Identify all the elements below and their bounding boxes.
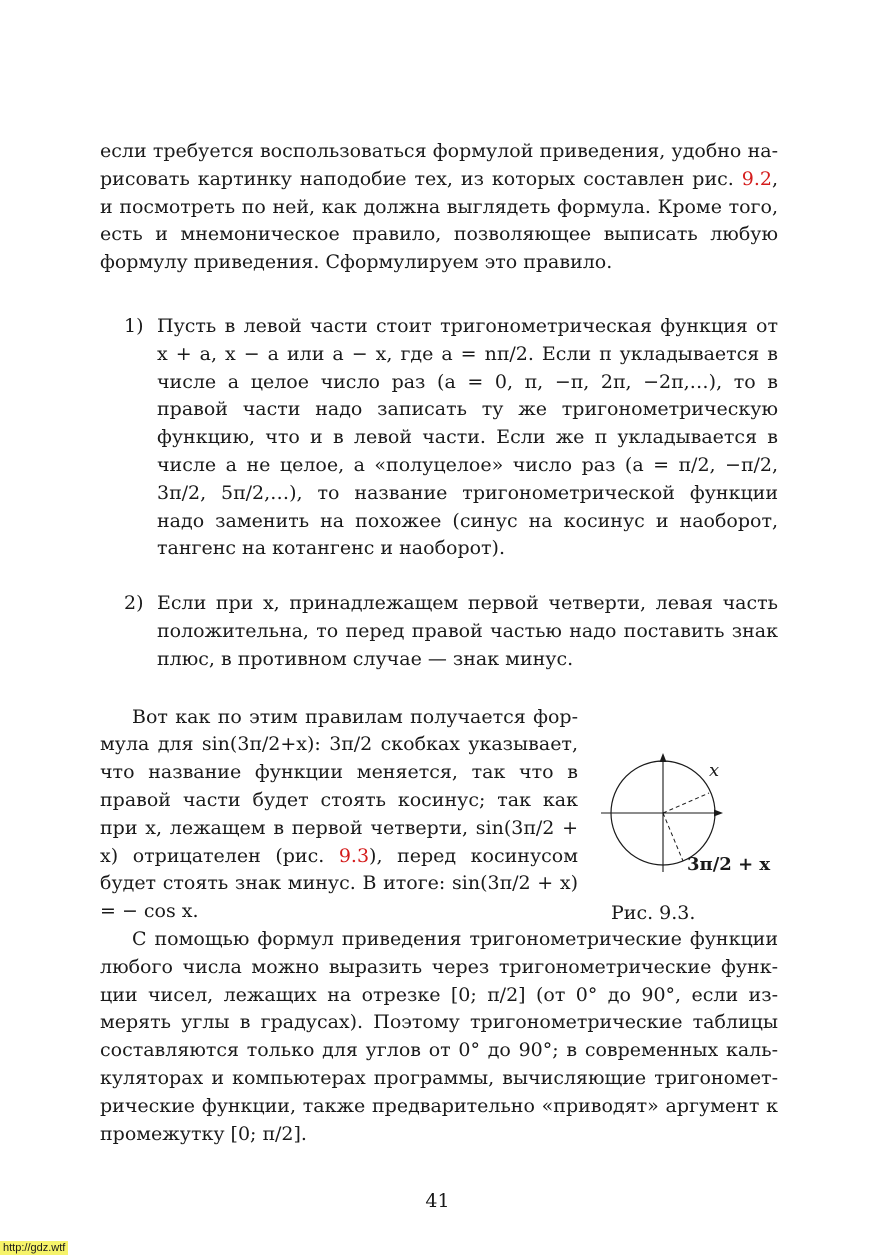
rule-text: Пусть в левой части стоит тригонометрическая функция от x + a, x − a или a − x, где a = nπ/2. Если π укладывается в числе a целое число раз (a = 0, π, −π, 2π, −2π,…), то в правой части надо записать ту же тригонометрическую функцию, что и в левой части. Если же π укладывается в числе a не целое, а «полуцелое» число раз (a = π/2, −π/2, 3π/2, 5π/2,…), то название тригонометрической функции надо заменить на похожее (синус на косинус и наоборот, тангенс на котангенс и наоборот). <box>157 314 778 560</box>
figure-caption: Рис. 9.3. <box>611 901 696 924</box>
intro-paragraph <box>100 138 778 277</box>
figure-ref-9-3[interactable]: 9.3 <box>338 844 370 867</box>
example-block <box>100 704 778 926</box>
page-number: 41 <box>425 1190 450 1212</box>
label-3pi2-plus-x: 3π/2 + x <box>687 853 771 875</box>
label-x: x <box>709 759 720 781</box>
example-paragraph <box>100 704 578 926</box>
radius-angle-3pi2-x <box>663 813 683 861</box>
watermark-link[interactable]: http://gdz.wtf <box>0 1241 68 1255</box>
page-body <box>100 138 778 1148</box>
radius-angle-x <box>663 793 709 813</box>
y-axis-arrow-icon <box>660 753 667 762</box>
example-text-start: Вот как по этим правилам получается формула для sin(3π/2+x): 3π/2 скобках указывает, что название функции меняется, так что в правой части будет стоять косинус; так как при x, лежащем в первой четверти, sin(3π/2 + x) отрицателен (рис. <box>100 705 578 867</box>
example-text-end: ), перед косинусом будет стоять знак минус. В итоге: sin(3π/2 + x) = − cos x. <box>100 844 578 923</box>
unit-circle-figure <box>595 724 795 924</box>
rule-item-1 <box>100 313 778 563</box>
intro-text-start: если требуется воспользоваться формулой приведения, удобно нарисовать картинку наподобие тех, из которых составлен рис. <box>100 140 778 190</box>
rule-item-2 <box>100 590 778 673</box>
rule-text: Если при x, принадлежащем первой четверти, левая часть положительна, то перед правой частью надо поставить знак плюс, в противном случае — знак минус. <box>157 592 778 670</box>
closing-paragraph: С помощью формул приведения тригонометрические функции любого числа можно выразить через тригонометрические функции чисел, лежащих на отрезке [0; π/2] (от 0° до 90°, если измерять углы в градусах). Поэтому тригонометрические таблицы составляются только для углов от 0° до 90°; в современных калькуляторах и компьютерах программы, вычисляющие тригонометрические функции, также предварительно «приводят» аргумент к промежутку [0; π/2]. <box>100 927 778 1145</box>
rule-number: 2) <box>124 592 144 615</box>
intro-text-end: , и посмотреть по ней, как должна выглядеть формула. Кроме того, есть и мнемоническое правило, позволяющее выписать любую формулу приведения. Сформулируем это правило. <box>100 167 778 274</box>
rules-list <box>100 313 778 674</box>
rule-number: 1) <box>124 314 144 337</box>
x-axis-arrow-icon <box>714 809 723 816</box>
figure-ref-9-2[interactable]: 9.2 <box>741 167 772 190</box>
